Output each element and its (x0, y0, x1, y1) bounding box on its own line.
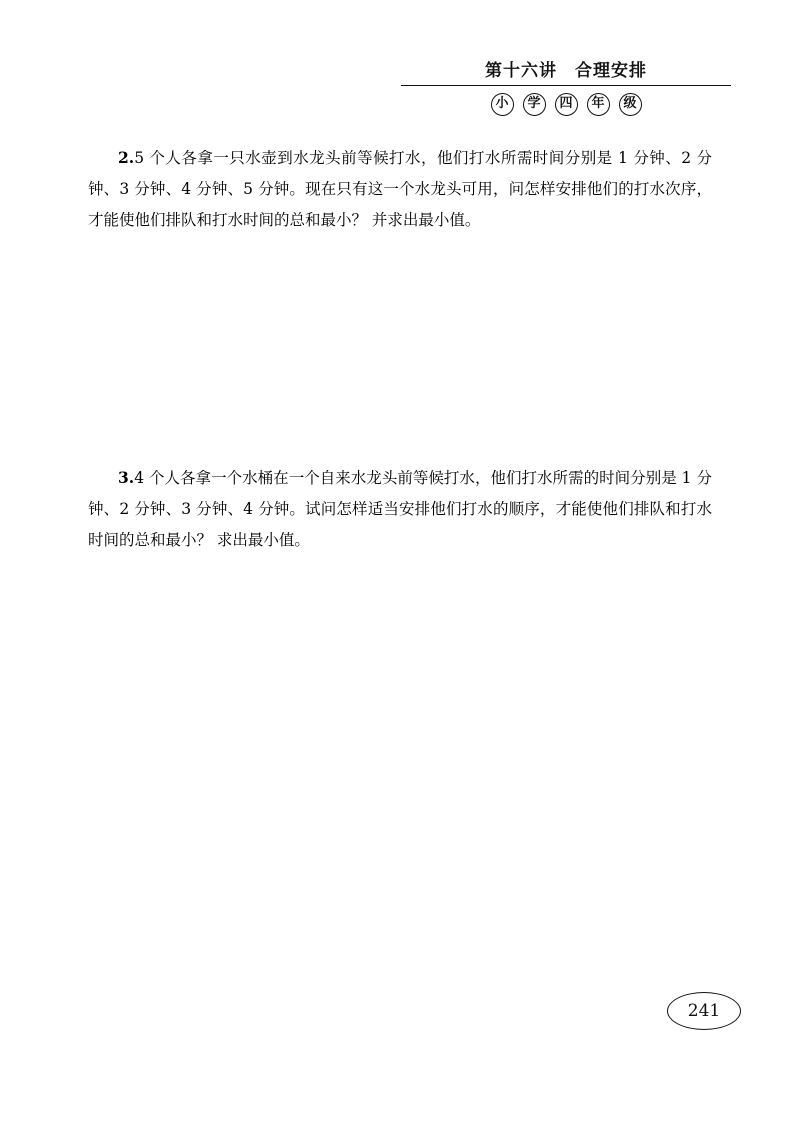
grade-char-2: 四 (555, 93, 578, 116)
grade-label (401, 93, 731, 116)
problem-number: 3. (118, 468, 135, 487)
problem-text: 5 个人各拿一只水壶到水龙头前等候打水，他们打水所需时间分别是 1 分钟、2 分钟、3 分钟、4 分钟、5 分钟。现在只有这一个水龙头可用，问怎样安排他们的打水次序，才能使他们排队和打水时间的总和最小？ 并求出最小值。 (88, 149, 712, 229)
chapter-title: 第十六讲 合理安排 (485, 61, 647, 81)
problem-item (88, 462, 712, 556)
grade-char-0: 小 (491, 93, 514, 116)
header-divider (401, 85, 731, 86)
grade-char-3: 年 (587, 93, 610, 116)
page-header (401, 56, 731, 116)
problem-number: 2. (118, 148, 135, 167)
page-number: 241 (667, 992, 741, 1030)
problem-text: 4 个人各拿一个水桶在一个自来水龙头前等候打水，他们打水所需的时间分别是 1 分钟、2 分钟、3 分钟、4 分钟。试问怎样适当安排他们打水的顺序，才能使他们排队和打水时间的总和最小？ 求出最小值。 (88, 469, 712, 549)
grade-char-4: 级 (619, 93, 642, 116)
grade-char-1: 学 (523, 93, 546, 116)
problem-item (88, 142, 712, 236)
